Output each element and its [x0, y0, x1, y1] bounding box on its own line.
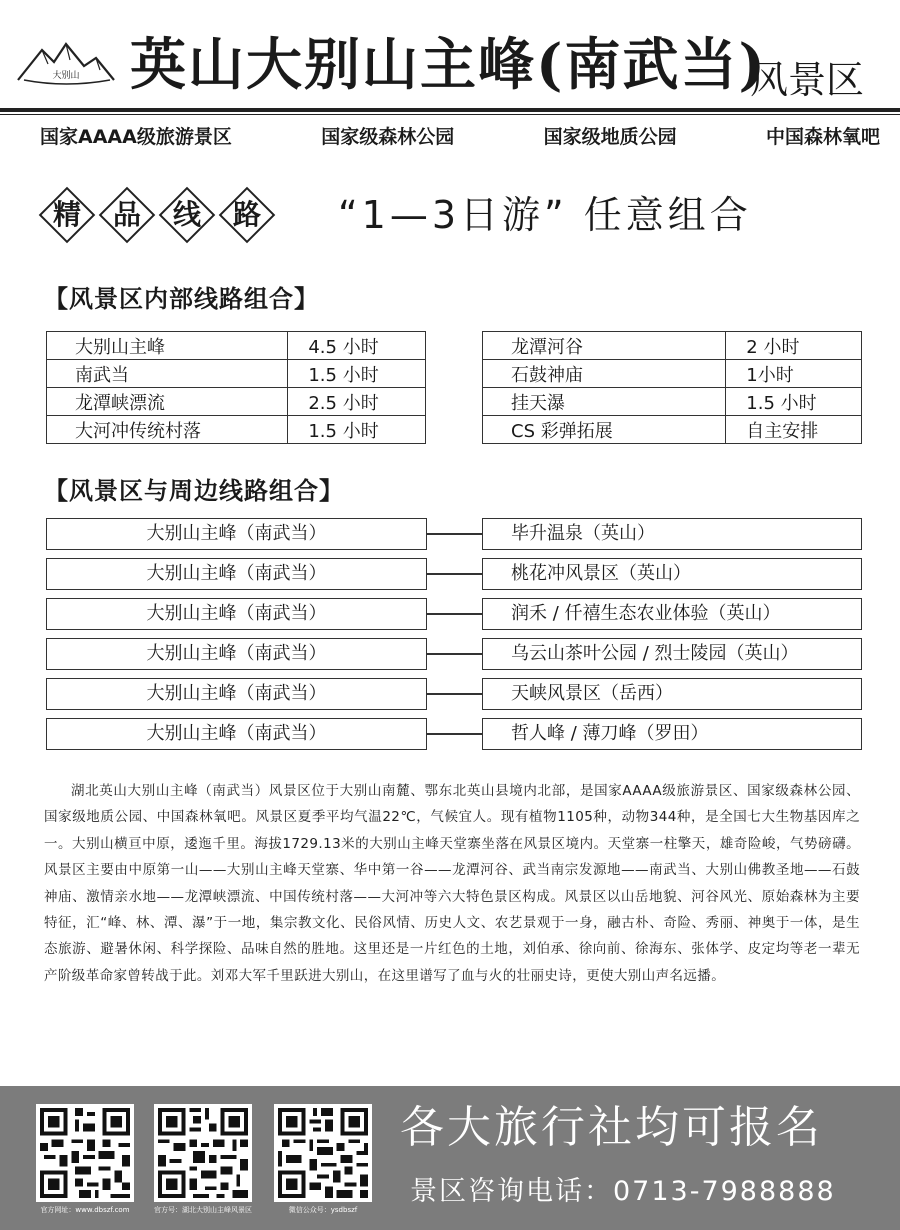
route-connector: [427, 733, 482, 735]
route-destination: 润禾 / 仟禧生态农业体验（英山）: [482, 598, 862, 630]
route-connector: [427, 613, 482, 615]
logo-text: 大别山: [52, 71, 80, 81]
route-combo-row: [46, 558, 862, 590]
route-destination: 乌云山茶叶公园 / 烈士陵园（英山）: [482, 638, 862, 670]
route-origin: 大别山主峰（南武当）: [46, 558, 427, 590]
page-header: [0, 0, 900, 112]
spot-name: CS 彩弹拓展: [483, 416, 726, 444]
spot-duration: 1.5 小时: [288, 360, 426, 388]
internal-routes-title: 【风景区内部线路组合】: [44, 285, 319, 313]
spot-duration: 1小时: [726, 360, 862, 388]
spot-name: 南武当: [47, 360, 288, 388]
qr-caption: 官方网址：www.dbszf.com: [40, 1206, 130, 1214]
spot-name: 石鼓神庙: [483, 360, 726, 388]
diamond-char: 品: [112, 198, 141, 231]
diamond-badge: [218, 186, 276, 244]
spot-duration: 1.5 小时: [288, 416, 426, 444]
route-connector: [427, 533, 482, 535]
spot-name: 龙潭河谷: [483, 332, 726, 360]
spot-name: 龙潭峡漂流: [47, 388, 288, 416]
route-connector: [427, 693, 482, 695]
internal-routes-table-left: [46, 331, 426, 444]
route-connector: [427, 653, 482, 655]
route-origin: 大别山主峰（南武当）: [46, 678, 427, 710]
internal-routes-table-right: [482, 331, 862, 444]
table-row: [483, 360, 862, 388]
route-destination: 天峡风景区（岳西）: [482, 678, 862, 710]
route-destination: 毕升温泉（英山）: [482, 518, 862, 550]
route-origin: 大别山主峰（南武当）: [46, 598, 427, 630]
table-row: [483, 388, 862, 416]
route-combo-row: [46, 638, 862, 670]
route-origin: 大别山主峰（南武当）: [46, 718, 427, 750]
route-combo-row: [46, 518, 862, 550]
spot-duration: 2 小时: [726, 332, 862, 360]
qr-official-account[interactable]: [154, 1104, 252, 1215]
spot-name: 大别山主峰: [47, 332, 288, 360]
qr-code-icon: [274, 1104, 372, 1202]
route-destination: 桃花冲风景区（英山）: [482, 558, 862, 590]
diamond-char: 精: [52, 198, 81, 231]
table-row: [47, 416, 426, 444]
table-row: [47, 360, 426, 388]
spot-duration: 2.5 小时: [288, 388, 426, 416]
scenic-description: 湖北英山大别山主峰（南武当）风景区位于大别山南麓、鄂东北英山县境内北部，是国家AAAA级旅游景区、国家级森林公园、国家级地质公园、中国森林氧吧。风景区夏季平均气温22℃，气候宜人。现有植物1105种，动物344种，是全国七大生物基因库之一。大别山横亘中原，逶迤千里。海拔1729.13米的大别山主峰天堂寨坐落在风景区境内。天堂寨一柱擎天，雄奇险峻，气势磅礴。风景区主要由中原第一山——大别山主峰天堂寨、华中第一谷——龙潭河谷、武当南宗发源地——南武当、大别山佛教圣地——石鼓神庙、激情亲水地——龙潭峡漂流、中国传统村落——大河冲等六大特色景区构成。风景区以山岳地貌、河谷风光、原始森林为主要特征，汇“峰、林、潭、瀑”于一地，集宗教文化、民俗风情、历史人文、农艺景观于一身，融古朴、奇险、秀丽、神奥于一体，是生态旅游、避暑休闲、科学探险、品味自然的胜地。这里还是一片红色的土地，刘伯承、徐向前、徐海东、张体学、皮定均等老一辈无产阶级革命家曾转战于此。刘邓大军千里跃进大别山，在这里谱写了血与火的壮丽史诗，更使大别山声名远播。: [44, 783, 860, 984]
consult-phone: 景区咨询电话：0713-7988888: [410, 1176, 836, 1207]
table-row: [47, 388, 426, 416]
route-combo-row: [46, 598, 862, 630]
qr-wechat[interactable]: [274, 1104, 372, 1215]
diamond-badge: [98, 186, 156, 244]
page-title-suffix: 风景区: [750, 58, 865, 102]
qr-code-icon: [154, 1104, 252, 1202]
tag-aaaa: 国家AAAA级旅游景区: [40, 126, 232, 148]
page-footer: [0, 1086, 900, 1230]
qr-caption: 官方号：湖北大别山主峰风景区: [154, 1206, 252, 1214]
route-origin: 大别山主峰（南武当）: [46, 638, 427, 670]
diamond-badge: [158, 186, 216, 244]
spot-duration: 自主安排: [726, 416, 862, 444]
table-row: [483, 416, 862, 444]
spot-name: 大河冲传统村落: [47, 416, 288, 444]
honor-tags: [40, 122, 880, 148]
qr-code-icon: [36, 1104, 134, 1202]
table-row: [47, 332, 426, 360]
diamond-badge: [38, 186, 96, 244]
qr-website[interactable]: [36, 1104, 134, 1215]
spot-duration: 1.5 小时: [726, 388, 862, 416]
route-slogan: [38, 178, 878, 254]
surround-routes-title: 【风景区与周边线路组合】: [44, 477, 344, 505]
logo: [14, 36, 118, 92]
table-row: [483, 332, 862, 360]
spot-name: 挂天瀑: [483, 388, 726, 416]
tag-geopark: 国家级地质公园: [543, 126, 677, 148]
route-combo-row: [46, 718, 862, 750]
slogan-text: “1—3日游” 任意组合: [338, 193, 752, 237]
header-divider: [0, 108, 900, 112]
diamond-char: 路: [232, 198, 261, 231]
tag-forest-park: 国家级森林公园: [321, 126, 455, 148]
footer-slogan: 各大旅行社均可报名: [400, 1102, 823, 1153]
mountain-logo-icon: [14, 36, 118, 92]
route-combo-row: [46, 678, 862, 710]
qr-caption: 微信公众号：ysdbszf: [288, 1206, 358, 1214]
route-origin: 大别山主峰（南武当）: [46, 518, 427, 550]
route-connector: [427, 573, 482, 575]
diamond-char: 线: [172, 198, 201, 231]
route-destination: 哲人峰 / 薄刀峰（罗田）: [482, 718, 862, 750]
spot-duration: 4.5 小时: [288, 332, 426, 360]
header-divider-thin: [0, 114, 900, 115]
page-title: 英山大别山主峰(南武当): [130, 32, 767, 98]
tag-oxygen-bar: 中国森林氧吧: [765, 126, 880, 148]
